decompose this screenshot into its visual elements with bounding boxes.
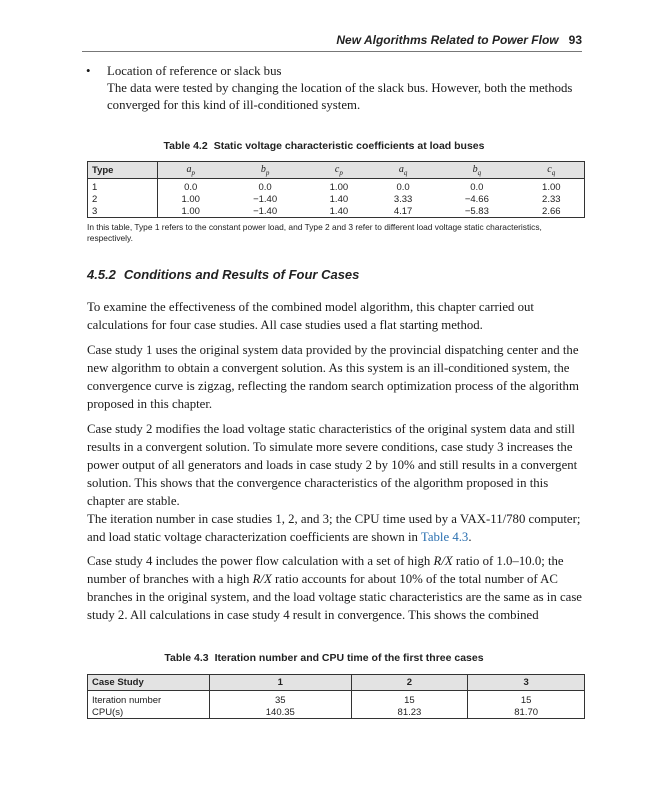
bullet-icon: • — [86, 64, 91, 78]
table-4-2-header-bp: $b_p$ — [223, 162, 306, 179]
bullet-heading: Location of reference or slack bus — [107, 64, 282, 78]
table-4-2 — [87, 161, 585, 218]
table-4-3-title: Iteration number and CPU time of the first three cases — [214, 652, 484, 664]
table-4-2-header-type: Type — [88, 162, 158, 179]
section-number: 4.5.2 — [87, 267, 116, 282]
table-4-2-header-row — [88, 162, 585, 179]
table-row: 2 1.00 −1.40 1.40 3.33 −4.66 2.33 — [88, 193, 585, 205]
table-row: 1 0.0 0.0 1.00 0.0 0.0 1.00 — [88, 179, 585, 194]
paragraph-4: The iteration number in case studies 1, 2, and 3; the CPU time used by a VAX-11/780 computer; and load static voltage characterization coefficients are shown in Table 4.3. — [87, 512, 581, 544]
page-number: 93 — [568, 33, 582, 47]
table-4-2-title: Static voltage characteristic coefficients at load buses — [213, 140, 485, 152]
table-4-3-link[interactable]: Table 4.3 — [420, 530, 469, 544]
section-heading — [87, 267, 359, 282]
section-title: Conditions and Results of Four Cases — [123, 267, 360, 282]
header-rule — [82, 51, 582, 52]
table-row: Iteration number 35 15 15 — [88, 691, 585, 707]
paragraph-2: Case study 1 uses the original system data provided by the provincial dispatching center and the new algorithm to obtain a convergent solution. As this system is an ill-conditioned system, the convergence curve is zigzag, reflecting the random search optimization process of the algorithm proposed in this chapter. — [87, 343, 579, 411]
table-4-3 — [87, 674, 585, 719]
table-4-3-label: Table 4.3 — [164, 652, 209, 664]
bullet-text: The data were tested by changing the location of the slack bus. However, both the methods converged for this kind of ill-conditioned system. — [107, 81, 573, 112]
table-4-3-header-row: Case Study 1 2 3 — [88, 675, 585, 691]
running-head — [336, 33, 582, 47]
table-4-3-caption — [0, 652, 648, 664]
bullet-item-slack-bus — [86, 63, 584, 114]
table-4-2-header-aq: $a_q$ — [371, 162, 435, 179]
table-4-2-header-cp: $c_p$ — [307, 162, 371, 179]
table-4-2-label: Table 4.2 — [163, 140, 208, 152]
table-row: 3 1.00 −1.40 1.40 4.17 −5.83 2.66 — [88, 205, 585, 218]
running-title: New Algorithms Related to Power Flow — [336, 33, 559, 47]
table-4-2-header-bq: $b_q$ — [435, 162, 518, 179]
table-4-2-header-cq: $c_q$ — [519, 162, 585, 179]
table-row: CPU(s) 140.35 81.23 81.70 — [88, 706, 585, 719]
paragraph-1: To examine the effectiveness of the combined model algorithm, this chapter carried out calculations for four case studies. All case studies used a flat starting method. — [87, 300, 534, 332]
paragraph-5: Case study 4 includes the power flow calculation with a set of high R/X ratio of 1.0–10.0; the number of branches with a high R/X ratio accounts for about 10% of the total number of AC branches in the original system, and the load voltage static characteristics are the same as in case study 2. All calculations in case study 4 result in convergence. This shows the combined — [87, 554, 582, 622]
table-4-2-header-ap: $a_p$ — [158, 162, 224, 179]
table-4-2-note: In this table, Type 1 refers to the constant power load, and Type 2 and 3 refer to different load voltage static characteristics, respectively. — [87, 222, 542, 243]
paragraph-3: Case study 2 modifies the load voltage static characteristics of the original system data and still results in a convergent solution. To simulate more severe conditions, case study 3 increases the power output of all generators and loads in case study 2 by 10% and still results in a convergent solution. This shows that the convergence characteristics of the algorithm proposed in this chapter are stable. — [87, 422, 578, 508]
table-4-2-caption — [0, 140, 648, 152]
